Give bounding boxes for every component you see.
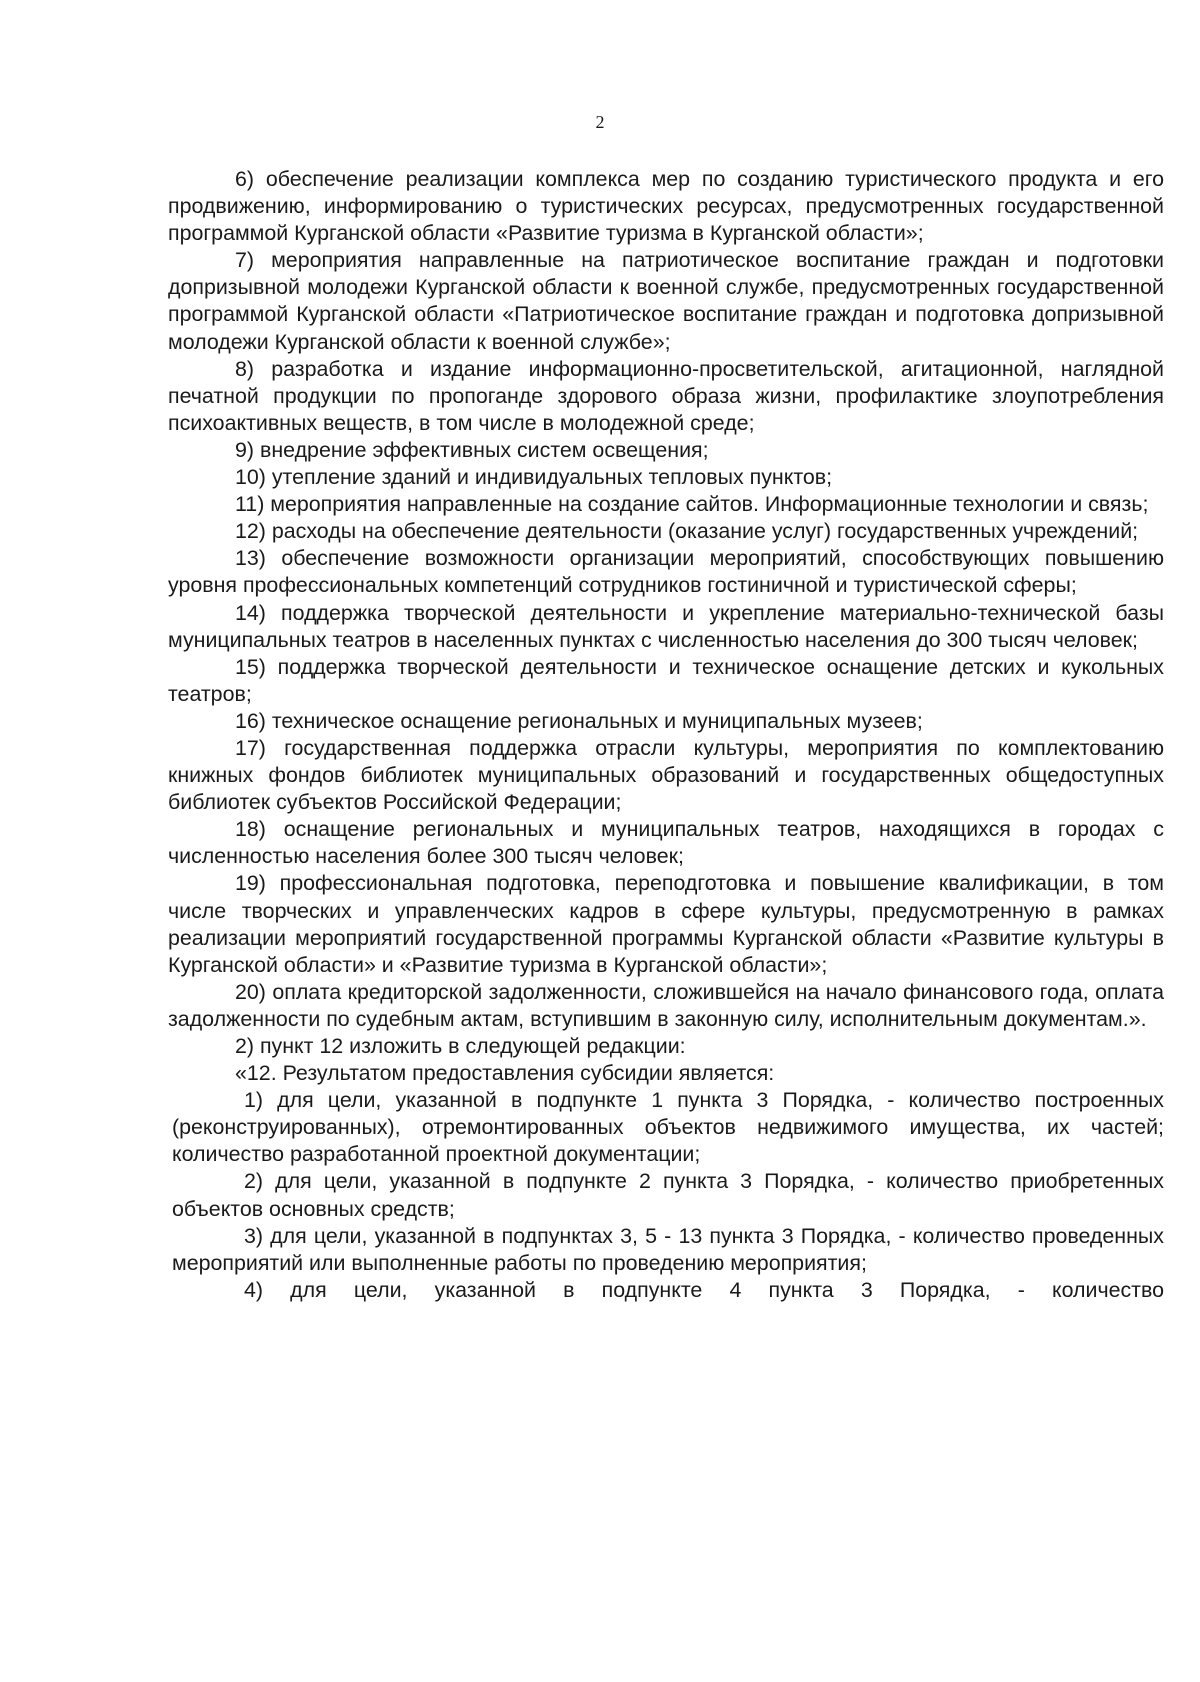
paragraph-item-11: 11) мероприятия направленные на создание сайтов. Информационные технологии и связь; <box>235 492 1149 517</box>
paragraph-item-17: 17) государственная поддержка отрасли культуры, мероприятия по комплектованию книжных фондов библиотек муниципальных образований и государственных общедоступных библиотек субъектов Российской Федерации; <box>168 735 1164 815</box>
paragraph-item-7: 7) мероприятия направленные на патриотическое воспитание граждан и подготовки допризывной молодежи Курганской области к военной службе, предусмотренных государственной программой Курганской области «Патриотическое воспитание граждан и подготовка допризывной молодежи Курганской области к военной службе»; <box>168 248 1164 354</box>
result-item-3: 3) для цели, указанной в подпунктах 3, 5 - 13 пункта 3 Порядка, - количество проведенных мероприятий или выполненные работы по проведению мероприятия; <box>172 1223 1164 1275</box>
paragraph-item-16: 16) техническое оснащение региональных и муниципальных музеев; <box>235 708 923 733</box>
paragraph-item-14: 14) поддержка творческой деятельности и укрепление материально-технической базы муниципальных театров в населенных пунктах с численностью населения до 300 тысяч человек; <box>168 600 1164 652</box>
result-item-4: 4) для цели, указанной в подпункте 4 пункта 3 Порядка, - количество <box>244 1277 1164 1302</box>
paragraph-item-8: 8) разработка и издание информационно-просветительской, агитационной, наглядной печатной продукции по пропоганде здорового образа жизни, профилактике злоупотребления психоактивных веществ, в том числе в молодежной среде; <box>168 356 1164 435</box>
paragraph-item-20: 20) оплата кредиторской задолженности, сложившейся на начало финансового года, оплата задолженности по судебным актам, вступившим в законную силу, исполнительным документам.». <box>168 979 1164 1031</box>
document-body <box>168 166 1164 1304</box>
paragraph-item-6: 6) обеспечение реализации комплекса мер по созданию туристического продукта и его продвижению, информированию о туристических ресурсах, предусмотренных государственной программой Курганской области «Развитие туризма в Курганской области»; <box>168 167 1164 246</box>
paragraph-item-12: 12) расходы на обеспечение деятельности (оказание услуг) государственных учреждений; <box>235 519 1139 544</box>
result-item-1: 1) для цели, указанной в подпункте 1 пункта 3 Порядка, - количество построенных (реконструированных), отремонтированных объектов недвижимого имущества, их частей; количество разработанной проектной документации; <box>172 1088 1164 1167</box>
paragraph-item-13: 13) обеспечение возможности организации мероприятий, способствующих повышению уровня профессиональных компетенций сотрудников гостиничной и туристической сферы; <box>168 546 1164 598</box>
page-number: 2 <box>595 112 605 132</box>
result-item-2: 2) для цели, указанной в подпункте 2 пункта 3 Порядка, - количество приобретенных объектов основных средств; <box>172 1169 1164 1221</box>
paragraph-item-9: 9) внедрение эффективных систем освещения; <box>235 437 709 462</box>
paragraph-item-18: 18) оснащение региональных и муниципальных театров, находящихся в городах с численностью населения более 300 тысяч человек; <box>168 817 1164 869</box>
clause-12-heading: «12. Результатом предоставления субсидии является: <box>235 1061 775 1086</box>
paragraph-item-15: 15) поддержка творческой деятельности и техническое оснащение детских и кукольных театров; <box>168 654 1164 706</box>
paragraph-item-19: 19) профессиональная подготовка, переподготовка и повышение квалификации, в том числе творческих и управленческих кадров в сфере культуры, предусмотренную в рамках реализации мероприятий государственной программы Курганской области «Развитие культуры в Курганской области» и «Развитие туризма в Курганской области»; <box>168 871 1164 977</box>
paragraph-item-10: 10) утепление зданий и индивидуальных тепловых пунктов; <box>235 465 833 490</box>
amendment-point-2: 2) пункт 12 изложить в следующей редакции: <box>235 1034 686 1058</box>
